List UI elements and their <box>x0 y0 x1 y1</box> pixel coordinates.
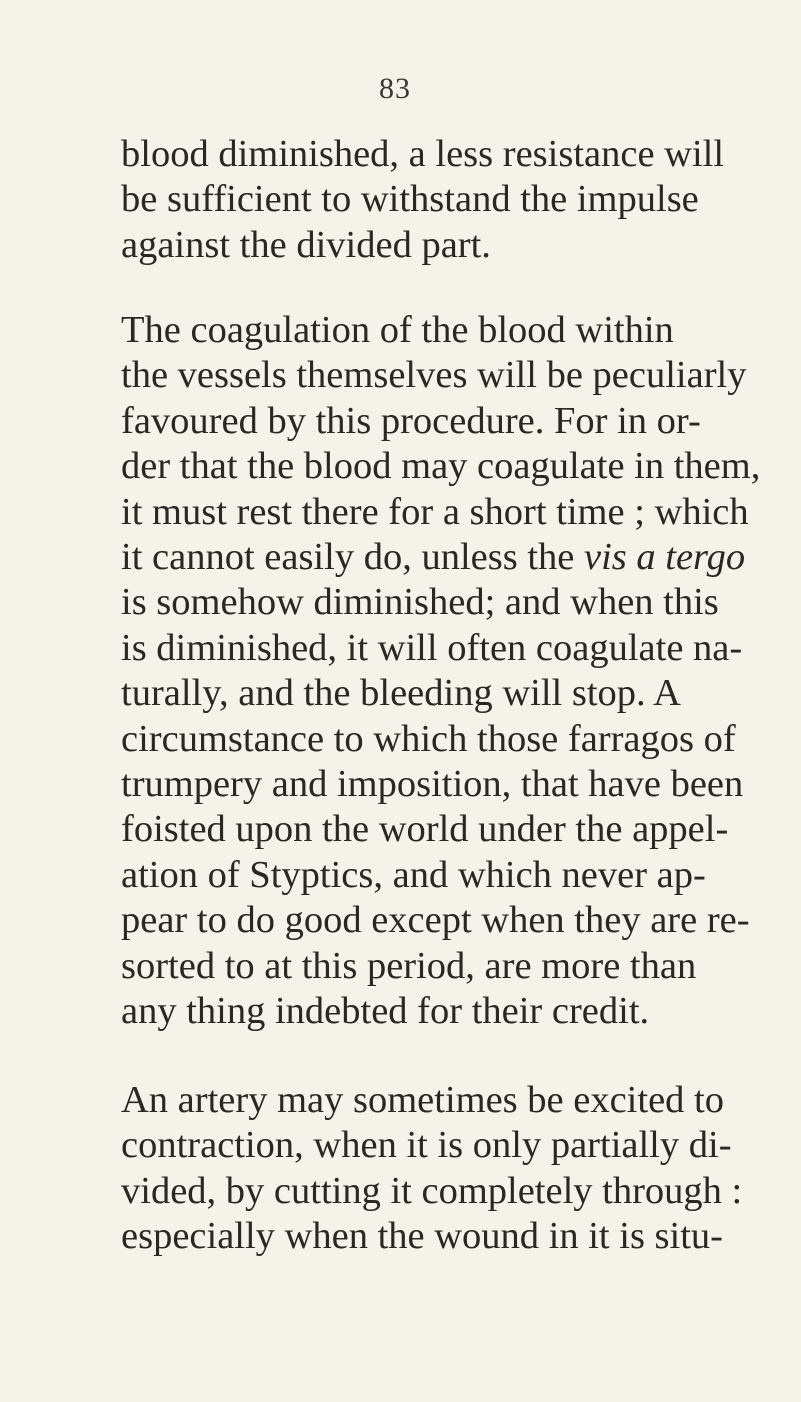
text-line: be sufficient to withstand the impulse <box>121 178 699 221</box>
text-line: it must rest there for a short time ; which <box>121 490 749 533</box>
text-line: is somehow diminished; and when this <box>121 581 719 624</box>
text-line: An artery may sometimes be excited to <box>121 1079 724 1121</box>
text-line: it cannot easily do, unless the vis a tergo <box>121 536 746 579</box>
italic-phrase: vis a tergo <box>583 536 746 579</box>
text-line: trumpery and imposition, that have been <box>121 763 744 806</box>
text-line: The coagulation of the blood within <box>121 309 674 351</box>
page-number: 83 <box>379 72 411 105</box>
paragraph-2 <box>121 308 801 1035</box>
paragraph-1 <box>121 132 801 268</box>
text-line: der that the blood may coagulate in them, <box>121 445 761 488</box>
text-line: blood diminished, a less resistance will <box>121 133 725 175</box>
text-line: contraction, when it is only partially di- <box>121 1124 732 1167</box>
text-line: pear to do good except when they are re- <box>121 899 750 942</box>
text-line: turally, and the bleeding will stop. A <box>121 672 681 715</box>
text-line: favoured by this procedure. For in or- <box>121 399 701 442</box>
text-line: especially when the wound in it is situ- <box>121 1215 723 1258</box>
text-line: any thing indebted for their credit. <box>121 990 650 1033</box>
text-line: vided, by cutting it completely through : <box>121 1169 743 1212</box>
paragraph-3 <box>121 1078 801 1260</box>
text-line: circumstance to which those farragos of <box>121 717 736 760</box>
text-line: sorted to at this period, are more than <box>121 944 697 987</box>
text-line: foisted upon the world under the appel- <box>121 808 729 851</box>
text-line: against the divided part. <box>121 223 491 266</box>
text-line: ation of Styptics, and which never ap- <box>121 853 706 896</box>
text-line: is diminished, it will often coagulate na- <box>121 626 743 669</box>
text-line: the vessels themselves will be peculiarly <box>121 354 747 397</box>
